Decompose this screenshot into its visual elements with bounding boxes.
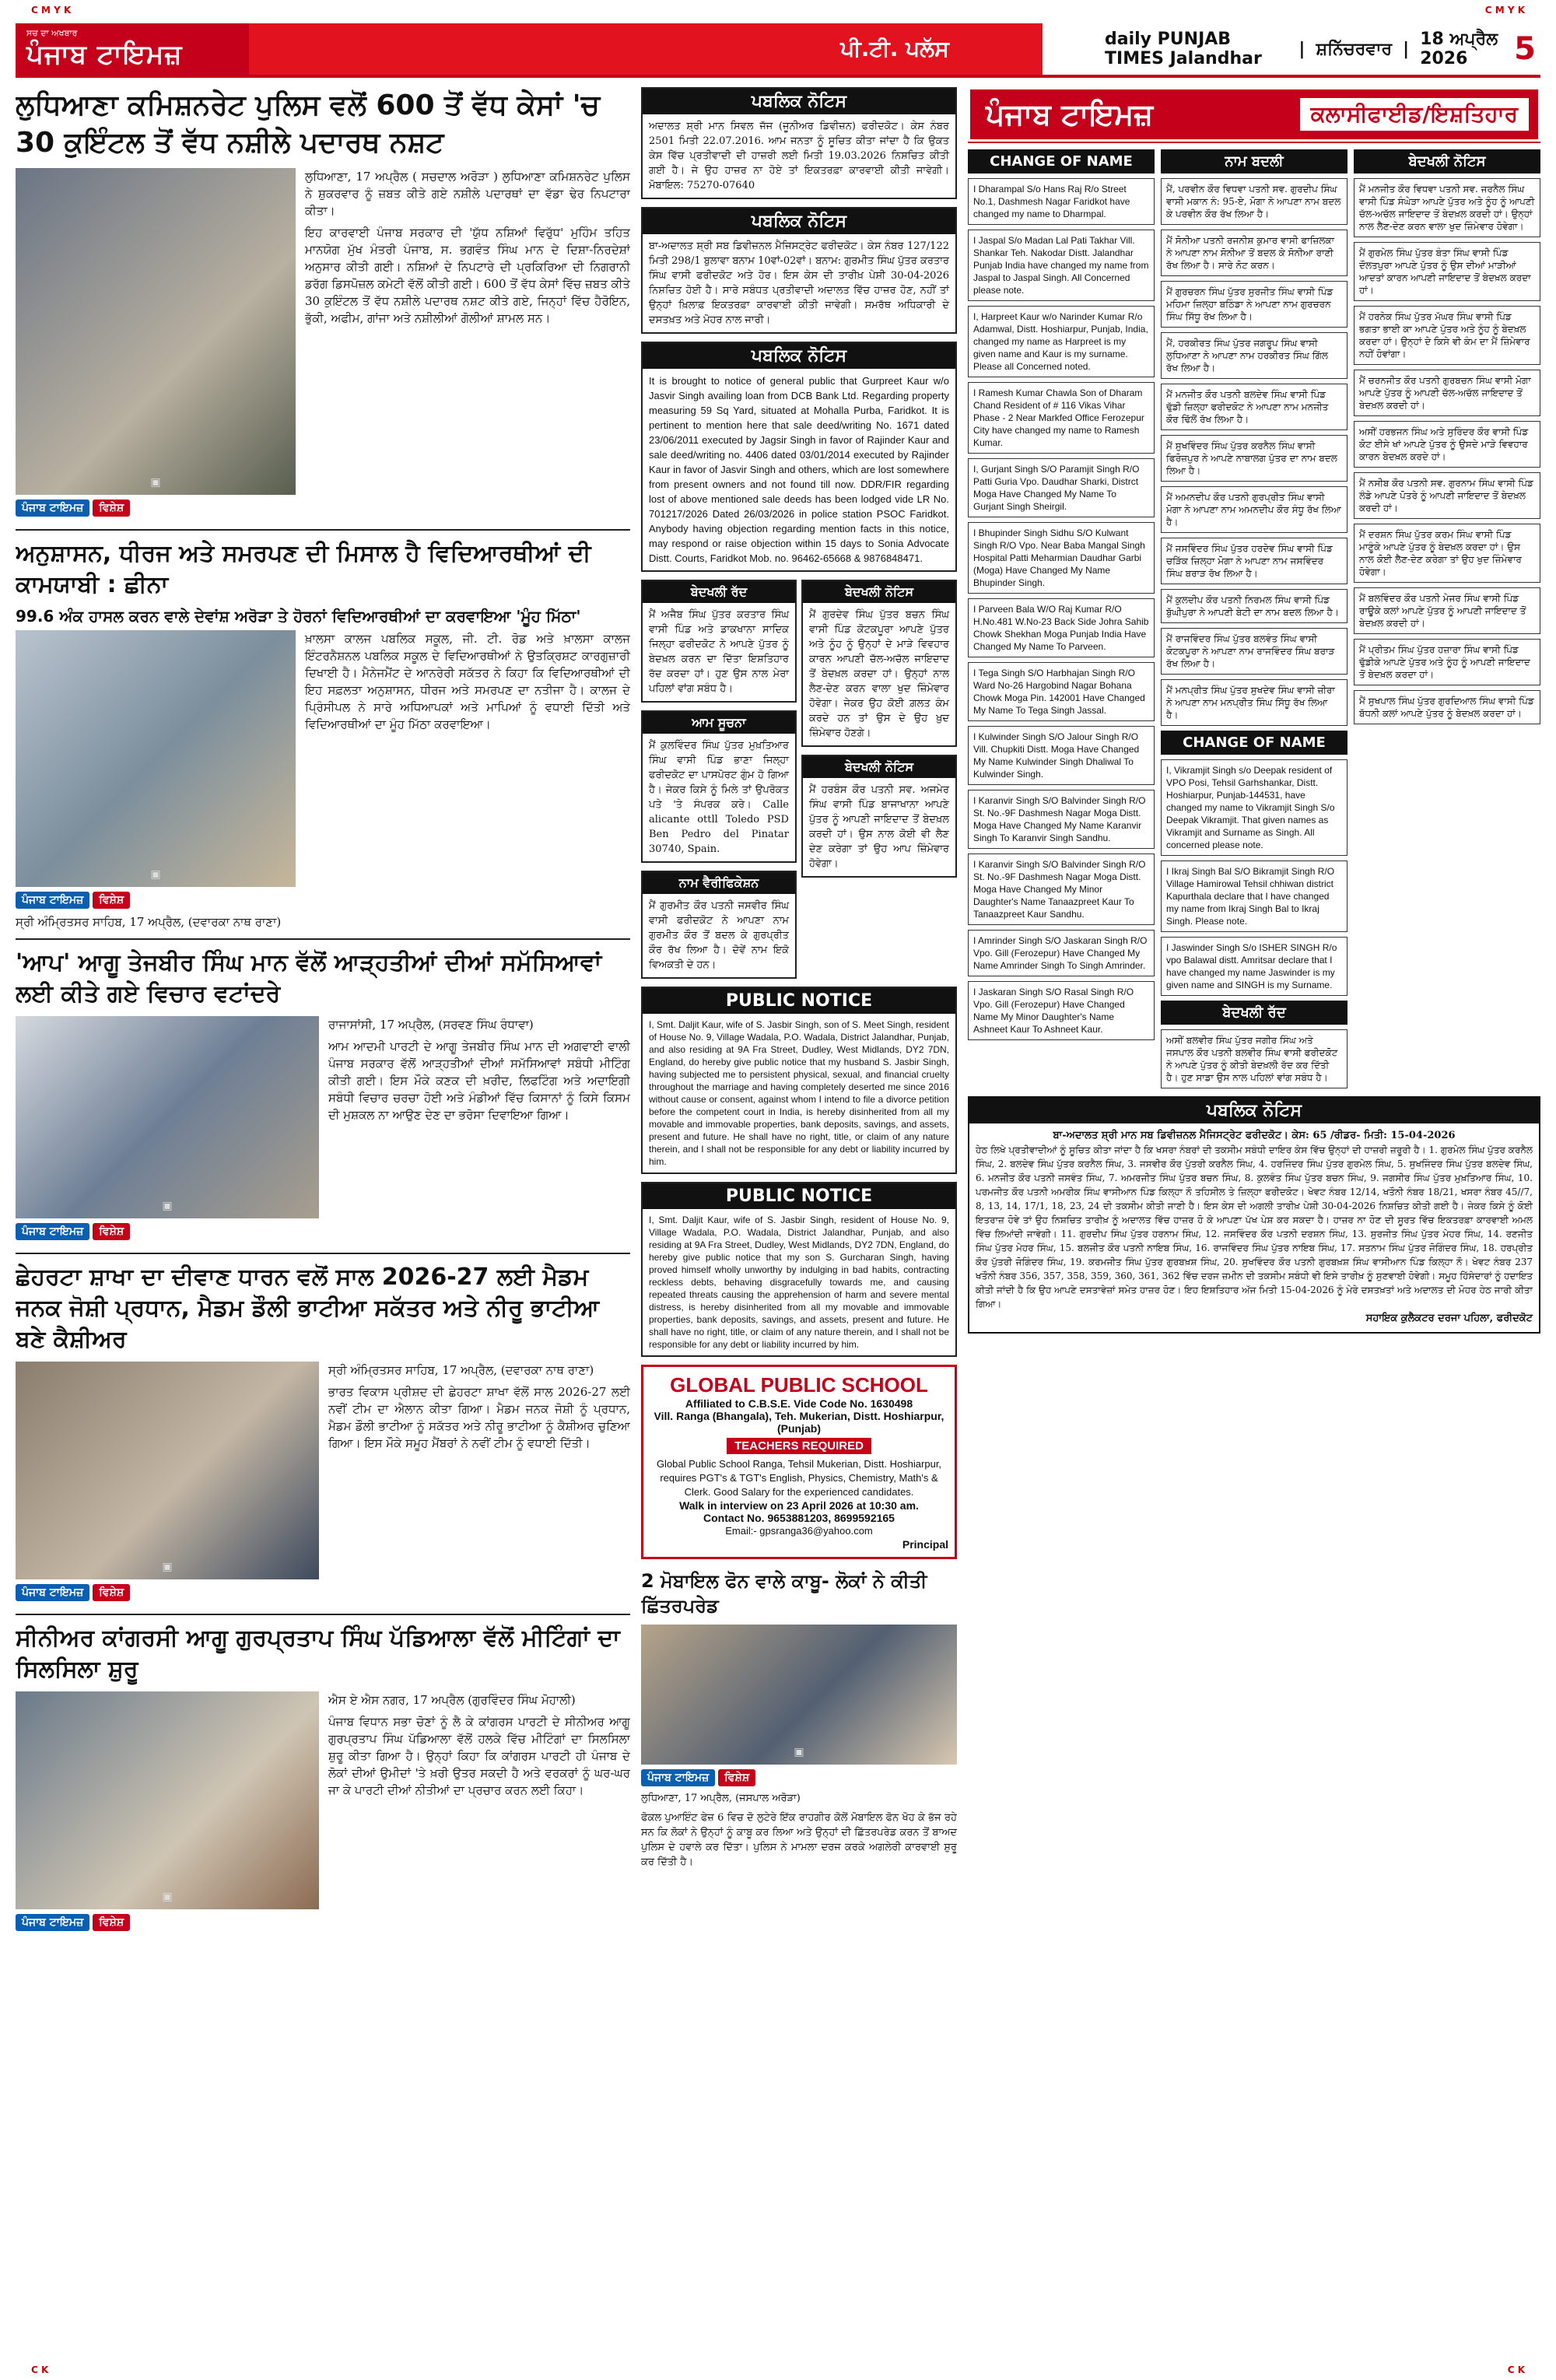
public-notice-en	[641, 1182, 957, 1357]
classified-item: I Jaspal S/o Madan Lal Pati Takhar Vill. Shankar Teh. Nakodar Distt. Jalandhar Punjab India have changed my name from Jaspal to Jaspal Singh. All Concerned please note.	[968, 230, 1155, 301]
notice-body: ਮੈਂ ਕੁਲਵਿੰਦਰ ਸਿੰਘ ਪੁੱਤਰ ਮੁਖ਼ਤਿਆਰ ਸਿੰਘ ਵਾਸੀ ਪਿੰਡ ਭਾਣਾ ਜਿਲ੍ਹਾ ਫਰੀਦਕੋਟ ਦਾ ਪਾਸਪੋਰਟ ਗੁੰਮ ਹੋ ਗਿਆ ਹੈ। ਜੇਕਰ ਕਿਸੇ ਨੂੰ ਮਿਲੇ ਤਾਂ ਉਪਰੋਕਤ ਪਤੇ 'ਤੇ ਸੰਪਰਕ ਕਰੇ। Calle alicante ottll Toledo PSD Ben Pedro del Pinatar 30740, Spain.	[649, 740, 789, 855]
public-notice-en	[641, 987, 957, 1174]
classified-item: ਮੈਂ ਮਨਪ੍ਰੀਤ ਸਿੰਘ ਪੁੱਤਰ ਸੁਖਦੇਵ ਸਿੰਘ ਵਾਸੀ ਜ਼ੀਰਾ ਨੇ ਆਪਣਾ ਨਾਮ ਮਨਪ੍ਰੀਤ ਸਿੰਘ ਸਿੱਧੂ ਰੱਖ ਲਿਆ ਹੈ।	[1161, 679, 1347, 726]
small-notice	[801, 755, 957, 878]
classified-item: ਮੈਂ, ਪਰਵੀਨ ਕੌਰ ਵਿਧਵਾ ਪਤਨੀ ਸਵ. ਗੁਰਦੀਪ ਸਿੰਘ ਵਾਸੀ ਮਕਾਨ ਨੰ: 95-ਏ, ਮੋਗਾ ਨੇ ਆਪਣਾ ਨਾਮ ਬਦਲ ਕੇ ਪਰਵੀਨ ਕੌਰ ਰੱਖ ਲਿਆ ਹੈ।	[1161, 178, 1347, 225]
article-body: ਖ਼ਾਲਸਾ ਕਾਲਜ ਪਬਲਿਕ ਸਕੂਲ, ਜੀ. ਟੀ. ਰੋਡ ਅਤੇ ਖ਼ਾਲਸਾ ਕਾਲਜ ਇੰਟਰਨੈਸ਼ਨਲ ਪਬਲਿਕ ਸਕੂਲ ਦੇ ਵਿਦਿਆਰਥੀਆਂ ਨੇ ਉਤਕ੍ਰਿਸ਼ਟ ਕਾਰਗੁਜ਼ਾਰੀ ਦਿਖਾਈ ਹੈ। ਮੈਨੇਜਮੈਂਟ ਦੇ ਆਨਰੇਰੀ ਸਕੱਤਰ ਨੇ ਕਿਹਾ ਕਿ ਵਿਦਿਆਰਥੀਆਂ ਦੀ ਇਹ ਸਫ਼ਲਤਾ ਅਨੁਸ਼ਾਸਨ, ਧੀਰਜ ਅਤੇ ਸਮਰਪਣ ਦਾ ਨਤੀਜਾ ਹੈ। ਕਾਲਜ ਦੇ ਪ੍ਰਿੰਸੀਪਲ ਨੇ ਸਾਰੇ ਅਧਿਆਪਕਾਂ ਅਤੇ ਮਾਪਿਆਂ ਨੂੰ ਵਧਾਈ ਦਿੱਤੀ ਅਤੇ ਵਿਦਿਆਰਥੀਆਂ ਦਾ ਮੂੰਹ ਮਿੱਠਾ ਕਰਵਾਇਆ।	[305, 632, 630, 731]
badge-logo: ਪੰਜਾਬ ਟਾਇਮਜ਼	[16, 1584, 89, 1601]
classified-item: ਮੈਂ ਸੁਖਵਿੰਦਰ ਸਿੰਘ ਪੁੱਤਰ ਕਰਨੈਲ ਸਿੰਘ ਵਾਸੀ ਫਿਰੋਜ਼ਪੁਰ ਨੇ ਆਪਣੇ ਨਾਬਾਲਗ ਪੁੱਤਰ ਦਾ ਨਾਮ ਬਦਲ ਲਿਆ ਹੈ।	[1161, 435, 1347, 482]
article-body: ਫੋਕਲ ਪੁਆਇੰਟ ਫੇਜ਼ 6 ਵਿਚ ਦੋ ਲੁਟੇਰੇ ਇੱਕ ਰਾਹਗੀਰ ਕੋਲੋਂ ਮੋਬਾਇਲ ਫੋਨ ਖੋਹ ਕੇ ਭੱਜ ਰਹੇ ਸਨ ਕਿ ਲੋਕਾਂ ਨੇ ਉਨ੍ਹਾਂ ਨੂੰ ਕਾਬੂ ਕਰ ਲਿਆ ਅਤੇ ਉਨ੍ਹਾਂ ਦੀ ਛਿੱਤਰਪਰੇਡ ਕਰਨ ਤੋਂ ਬਾਅਦ ਪੁਲਿਸ ਦੇ ਹਵਾਲੇ ਕਰ ਦਿੱਤਾ। ਪੁਲਿਸ ਨੇ ਮਾਮਲਾ ਦਰਜ ਕਰਕੇ ਅਗਲੇਰੀ ਕਾਰਵਾਈ ਸ਼ੁਰੂ ਕਰ ਦਿੱਤੀ ਹੈ।	[641, 1812, 957, 1868]
notice-title: ਬੇਦਖਲੀ ਨੋਟਿਸ	[803, 581, 955, 603]
article-headline: ਸੀਨੀਅਰ ਕਾਂਗਰਸੀ ਆਗੂ ਗੁਰਪ੍ਰਤਾਪ ਸਿੰਘ ਪੱਡਿਆਲਾ ਵੱਲੋਂ ਮੀਟਿੰਗਾਂ ਦਾ ਸਿਲਸਿਲਾ ਸ਼ੁਰੂ	[16, 1625, 620, 1683]
notice-body: ਮੈਂ ਗੁਰਦੇਵ ਸਿੰਘ ਪੁੱਤਰ ਬਚਨ ਸਿੰਘ ਵਾਸੀ ਪਿੰਡ ਕੋਟਕਪੂਰਾ ਆਪਣੇ ਪੁੱਤਰ ਅਤੇ ਨੂੰਹ ਨੂੰ ਉਨ੍ਹਾਂ ਦੇ ਮਾੜੇ ਵਿਵਹਾਰ ਕਾਰਨ ਆਪਣੀ ਚੱਲ-ਅਚੱਲ ਜਾਇਦਾਦ ਤੋਂ ਬੇਦਖ਼ਲ ਕਰਦਾ ਹਾਂ। ਉਨ੍ਹਾਂ ਨਾਲ ਲੈਣ-ਦੇਣ ਕਰਨ ਵਾਲਾ ਖੁਦ ਜ਼ਿੰਮੇਵਾਰ ਹੋਵੇਗਾ। ਜੇਕਰ ਉਹ ਕੋਈ ਗ਼ਲਤ ਕੰਮ ਕਰਦੇ ਹਨ ਤਾਂ ਉਸ ਦੇ ਉਹ ਖ਼ੁਦ ਜ਼ਿੰਮੇਵਾਰ ਹੋਣਗੇ।	[809, 609, 949, 739]
article-body: ਪੰਜਾਬ ਵਿਧਾਨ ਸਭਾ ਚੋਣਾਂ ਨੂੰ ਲੈ ਕੇ ਕਾਂਗਰਸ ਪਾਰਟੀ ਦੇ ਸੀਨੀਅਰ ਆਗੂ ਗੁਰਪ੍ਰਤਾਪ ਸਿੰਘ ਪੱਡਿਆਲਾ ਵੱਲੋਂ ਹਲਕੇ ਵਿੱਚ ਮੀਟਿੰਗਾਂ ਦਾ ਸਿਲਸਿਲਾ ਸ਼ੁਰੂ ਕੀਤਾ ਗਿਆ ਹੈ। ਉਨ੍ਹਾਂ ਕਿਹਾ ਕਿ ਕਾਂਗਰਸ ਪਾਰਟੀ ਹੀ ਪੰਜਾਬ ਦੇ ਲੋਕਾਂ ਦੀਆਂ ਉਮੀਦਾਂ 'ਤੇ ਖ਼ਰੀ ਉਤਰ ਸਕਦੀ ਹੈ ਅਤੇ ਵਰਕਰਾਂ ਨੂੰ ਘਰ-ਘਰ ਜਾ ਕੇ ਪਾਰਟੀ ਦੀਆਂ ਨੀਤੀਆਂ ਦਾ ਪ੍ਰਚਾਰ ਕਰਨ ਲਈ ਕਿਹਾ।	[328, 1715, 630, 1797]
masthead-logo	[16, 23, 249, 75]
news-article	[641, 1569, 957, 1870]
badge-logo: ਪੰਜਾਬ ਟਾਇਮਜ਼	[641, 1769, 715, 1786]
classified-item: I Karanvir Singh S/O Balvinder Singh R/O St. No.-9F Dashmesh Nagar Moga Distt. Moga Have Changed My Name Karanvir Singh To Karanvir Singh Sandhu.	[968, 790, 1155, 849]
article-dateline: ਰਾਜਾਸਾਂਸੀ, 17 ਅਪ੍ਰੈਲ, (ਸਰਵਣ ਸਿੰਘ ਰੰਧਾਵਾ)	[328, 1018, 534, 1032]
badge-tag: ਵਿਸ਼ੇਸ਼	[93, 1223, 130, 1240]
notice-signatory: ਸਹਾਇਕ ਕੁਲੈਕਟਰ ਦਰਜਾ ਪਹਿਲਾ, ਫਰੀਦਕੋਟ	[1365, 1313, 1533, 1324]
registration-mark: C K	[31, 2364, 49, 2375]
classified-column	[1354, 149, 1540, 1088]
photo-icon: ▣	[162, 1561, 173, 1573]
classified-item: ਮੈਂ ਗੁਰਚਰਨ ਸਿੰਘ ਪੁੱਤਰ ਸੁਰਜੀਤ ਸਿੰਘ ਵਾਸੀ ਪਿੰਡ ਮਹਿਮਾ ਜ਼ਿਲ੍ਹਾ ਬਠਿੰਡਾ ਨੇ ਆਪਣਾ ਨਾਮ ਗੁਰਚਰਨ ਸਿੰਘ ਸਿੱਧੂ ਰੱਖ ਲਿਆ ਹੈ।	[1161, 281, 1347, 328]
classified-item: I Parveen Bala W/O Raj Kumar R/O H.No.481 W.No-23 Back Side Johra Sahib Chowk Shekhan Moga Punjab India Have Changed My Name To Parveen.	[968, 598, 1155, 657]
paper-name: daily PUNJAB TIMES Jalandhar	[1105, 30, 1262, 68]
badge-tag: ਵਿਸ਼ੇਸ਼	[93, 1584, 130, 1601]
section-badge	[16, 1914, 130, 1931]
classified-item: I, Harpreet Kaur w/o Narinder Kumar R/o Adamwal, Distt. Hoshiarpur, Punjab, India, changed my name as Harpreet is my given name and Kaur is my surname. Please all Concerned noted.	[968, 306, 1155, 377]
badge-tag: ਵਿਸ਼ੇਸ਼	[93, 1914, 130, 1931]
public-notice	[641, 342, 957, 572]
news-article	[16, 1262, 630, 1606]
classified-item: ਮੈਂ, ਹਰਕੀਰਤ ਸਿੰਘ ਪੁੱਤਰ ਜਗਰੂਪ ਸਿੰਘ ਵਾਸੀ ਲੁਧਿਆਣਾ ਨੇ ਆਪਣਾ ਨਾਮ ਹਰਕੀਰਤ ਸਿੰਘ ਗਿੱਲ ਰੱਖ ਲਿਆ ਹੈ।	[1161, 332, 1347, 379]
notice-title: ਪਬਲਿਕ ਨੋਟਿਸ	[643, 89, 955, 114]
school-advertisement	[641, 1365, 957, 1559]
classified-item: I Ikraj Singh Bal S/O Bikramjit Singh R/O Village Hamirowal Tehsil chhiwan district Kapurthala declare that I have changed my name from Ikraj Singh Bal to Ikraj Singh. Please note.	[1161, 861, 1347, 932]
classified-item: ਮੈਂ ਸੋਨੀਆ ਪਤਨੀ ਰਜਨੀਸ਼ ਕੁਮਾਰ ਵਾਸੀ ਫਾਜ਼ਿਲਕਾ ਨੇ ਆਪਣਾ ਨਾਮ ਸੋਨੀਆ ਤੋਂ ਬਦਲ ਕੇ ਸੋਨੀਆ ਰਾਣੀ ਰੱਖ ਲਿਆ ਹੈ। ਸਾਰੇ ਨੋਟ ਕਰਨ।	[1161, 230, 1347, 276]
article-body: ਆਮ ਆਦਮੀ ਪਾਰਟੀ ਦੇ ਆਗੂ ਤੇਜਬੀਰ ਸਿੰਘ ਮਾਨ ਦੀ ਅਗਵਾਈ ਵਾਲੀ ਪੰਜਾਬ ਸਰਕਾਰ ਵੱਲੋਂ ਆੜ੍ਹਤੀਆਂ ਦੀਆਂ ਸਮੱਸਿਆਵਾਂ ਸਬੰਧੀ ਮੀਟਿੰਗ ਕੀਤੀ ਗਈ। ਇਸ ਮੌਕੇ ਕਣਕ ਦੀ ਖ਼ਰੀਦ, ਲਿਫਟਿੰਗ ਅਤੇ ਅਦਾਇਗੀ ਸਬੰਧੀ ਵਿਚਾਰ ਚਰਚਾ ਹੋਈ ਅਤੇ ਮੰਡੀਆਂ ਵਿੱਚ ਕਿਸਾਨਾਂ ਨੂੰ ਕਿਸੇ ਕਿਸਮ ਦੀ ਮੁਸ਼ਕਲ ਨਾ ਆਉਣ ਦੇਣ ਦਾ ਭਰੋਸਾ ਦਿਵਾਇਆ ਗਿਆ।	[328, 1039, 630, 1122]
article-dateline: ਐਸ ਏ ਐਸ ਨਗਰ, 17 ਅਪ੍ਰੈਲ (ਗੁਰਵਿੰਦਰ ਸਿੰਘ ਮੋਹਾਲੀ)	[328, 1693, 576, 1707]
page-header	[16, 23, 1540, 78]
classifieds-grid	[968, 149, 1540, 1088]
classified-item: ਮੈਂ ਰਾਜਵਿੰਦਰ ਸਿੰਘ ਪੁੱਤਰ ਬਲਵੰਤ ਸਿੰਘ ਵਾਸੀ ਕੋਟਕਪੂਰਾ ਨੇ ਆਪਣਾ ਨਾਮ ਰਾਜਵਿੰਦਰ ਸਿੰਘ ਬਰਾੜ ਰੱਖ ਲਿਆ ਹੈ।	[1161, 628, 1347, 675]
classifieds-category: ਕਲਾਸੀਫਾਈਡ/ਇਸ਼ਤਿਹਾਰ	[1300, 98, 1529, 131]
issue-day: ਸ਼ਨਿੱਚਰਵਾਰ	[1316, 39, 1393, 59]
classified-item: ਮੈਂ ਮਨਜੀਤ ਕੌਰ ਪਤਨੀ ਬਲਦੇਵ ਸਿੰਘ ਵਾਸੀ ਪਿੰਡ ਢੁੱਡੀ ਜ਼ਿਲ੍ਹਾ ਫਰੀਦਕੋਟ ਨੇ ਆਪਣਾ ਨਾਮ ਮਨਜੀਤ ਕੌਰ ਢਿੱਲੋਂ ਰੱਖ ਲਿਆ ਹੈ।	[1161, 384, 1347, 430]
article-dateline: ਸ੍ਰੀ ਅੰਮ੍ਰਿਤਸਰ ਸਾਹਿਬ, 17 ਅਪ੍ਰੈਲ, (ਦਵਾਰਕਾ ਨਾਥ ਰਾਣਾ)	[16, 915, 282, 929]
badge-tag: ਵਿਸ਼ੇਸ਼	[718, 1769, 755, 1786]
photo-icon: ▣	[150, 868, 161, 881]
signatory: Principal	[902, 1538, 948, 1551]
article-headline: 2 ਮੋਬਾਇਲ ਫੋਨ ਵਾਲੇ ਕਾਬੂ- ਲੋਕਾਂ ਨੇ ਕੀਤੀ ਛਿੱਤਰਪਰੇਡ	[641, 1570, 927, 1617]
classified-item: I, Vikramjit Singh s/o Deepak resident of VPO Posi, Tehsil Garhshankar, Distt. Hoshiarpur, Punjab-144531, have changed my name to Vikramjit Singh S/o Deepak Vikramjit. That given names as Vikramjit and Surname as Singh. All concerned please note.	[1161, 759, 1347, 856]
section-badge	[16, 892, 130, 909]
issue-date: 18 ਅਪ੍ਰੈਲ 2026	[1420, 30, 1498, 68]
article-dateline: ਲੁਧਿਆਣਾ, 17 ਅਪ੍ਰੈਲ, (ਜਸਪਾਲ ਅਰੋੜਾ)	[641, 1793, 801, 1804]
classified-item: ਅਸੀਂ ਹਰਭਜਨ ਸਿੰਘ ਅਤੇ ਸੁਰਿੰਦਰ ਕੌਰ ਵਾਸੀ ਪਿੰਡ ਕੋਟ ਈਸੇ ਖਾਂ ਆਪਣੇ ਪੁੱਤਰ ਨੂੰ ਉਸਦੇ ਮਾੜੇ ਵਿਵਹਾਰ ਕਾਰਨ ਬੇਦਖ਼ਲ ਕਰਦੇ ਹਾਂ।	[1354, 421, 1540, 468]
news-article	[16, 538, 630, 931]
notice-body: ਅਦਾਲਤ ਸ਼੍ਰੀ ਮਾਨ ਸਿਵਲ ਜੱਜ (ਜੂਨੀਅਰ ਡਿਵੀਜ਼ਨ) ਫਰੀਦਕੋਟ। ਕੇਸ ਨੰਬਰ 2501 ਮਿਤੀ 22.07.2016. ਆਮ ਜਨਤਾ ਨੂੰ ਸੂਚਿਤ ਕੀਤਾ ਜਾਂਦਾ ਹੈ ਕਿ ਉਕਤ ਕੇਸ ਵਿੱਚ ਪ੍ਰਤੀਵਾਦੀ ਦੀ ਹਾਜ਼ਰੀ ਲਈ ਮਿਤੀ 19.03.2026 ਨਿਸ਼ਚਿਤ ਕੀਤੀ ਗਈ ਹੈ। ਜੇ ਉਹ ਹਾਜ਼ਰ ਨਾ ਹੋਏ ਤਾਂ ਇਕਤਰਫ਼ਾ ਕਾਰਵਾਈ ਕੀਤੀ ਜਾਵੇਗੀ। ਮੋਬਾਇਲ: 75270-07640	[649, 121, 949, 191]
classified-heading: ਬੇਦਖਲੀ ਨੋਟਿਸ	[1354, 149, 1540, 174]
photo-icon: ▣	[162, 1200, 173, 1212]
contact-email: Email:- gpsranga36@yahoo.com	[725, 1525, 873, 1537]
notice-title: ਬੇਦਖਲੀ ਰੱਦ	[643, 581, 795, 603]
article-body: ਇਹ ਕਾਰਵਾਈ ਪੰਜਾਬ ਸਰਕਾਰ ਦੀ 'ਯੁੱਧ ਨਸ਼ਿਆਂ ਵਿਰੁੱਧ' ਮੁਹਿੰਮ ਤਹਿਤ ਮਾਨਯੋਗ ਮੁੱਖ ਮੰਤਰੀ ਪੰਜਾਬ, ਸ. ਭਗਵੰਤ ਸਿੰਘ ਮਾਨ ਦੇ ਦਿਸ਼ਾ-ਨਿਰਦੇਸ਼ਾਂ ਅਨੁਸਾਰ ਕੀਤੀ ਗਈ। ਨਸ਼ਿਆਂ ਦੇ ਨਿਪਟਾਰੇ ਦੀ ਪ੍ਰਕਿਰਿਆ ਦੀ ਨਿਗਰਾਨੀ ਡਰੱਗ ਡਿਸਪੋਜ਼ਲ ਕਮੇਟੀ ਵੱਲੋਂ ਕੀਤੀ ਗਈ। 600 ਤੋਂ ਵੱਧ ਕੇਸਾਂ ਵਿੱਚ ਜ਼ਬਤ ਕੀਤੇ 30 ਕੁਇੰਟਲ ਤੋਂ ਵੱਧ ਨਸ਼ੀਲੇ ਪਦਾਰਥ ਨਸ਼ਟ ਕੀਤੇ ਗਏ, ਜਿਨ੍ਹਾਂ ਵਿੱਚ ਹੈਰੋਇਨ, ਭੁੱਕੀ, ਅਫੀਮ, ਗਾਂਜਾ ਅਤੇ ਨਸ਼ੀਲੀਆਂ ਗੋਲੀਆਂ ਸ਼ਾਮਲ ਸਨ।	[305, 226, 630, 325]
classified-item: ਅਸੀਂ ਬਲਵੀਰ ਸਿੰਘ ਪੁੱਤਰ ਜਗੀਰ ਸਿੰਘ ਅਤੇ ਜਸਪਾਲ ਕੌਰ ਪਤਨੀ ਬਲਵੀਰ ਸਿੰਘ ਵਾਸੀ ਫਰੀਦਕੋਟ ਨੇ ਆਪਣੇ ਪੁੱਤਰ ਨੂੰ ਕੀਤੀ ਬੇਦਖ਼ਲੀ ਰੱਦ ਕਰ ਦਿੱਤੀ ਹੈ। ਹੁਣ ਸਾਡਾ ਉਸ ਨਾਲ ਪਹਿਲਾਂ ਵਾਂਗ ਸਬੰਧ ਹੈ।	[1161, 1029, 1347, 1088]
classified-item: I Karanvir Singh S/O Balvinder Singh R/O St. No.-9F Dashmesh Nagar Moga Distt. Moga Have Changed My Minor Daughter's Name Tanaazpreet Kaur To Tanaazpreet Kaur Sandhu.	[968, 854, 1155, 925]
section-badge	[16, 499, 130, 517]
news-photo	[16, 1691, 319, 1909]
classified-item: ਮੈਂ ਹਰਨੇਕ ਸਿੰਘ ਪੁੱਤਰ ਮੱਘਰ ਸਿੰਘ ਵਾਸੀ ਪਿੰਡ ਭਗਤਾ ਭਾਈ ਕਾ ਆਪਣੇ ਪੁੱਤਰ ਅਤੇ ਨੂੰਹ ਨੂੰ ਬੇਦਖ਼ਲ ਕਰਦਾ ਹਾਂ। ਉਨ੍ਹਾਂ ਦੇ ਕਿਸੇ ਵੀ ਕੰਮ ਦਾ ਮੈਂ ਜ਼ਿੰਮੇਵਾਰ ਨਹੀਂ ਹੋਵਾਂਗਾ।	[1354, 306, 1540, 365]
masthead-spacer	[1043, 23, 1105, 75]
article-headline: ਛੇਹਰਟਾ ਸ਼ਾਖਾ ਦਾ ਦੀਵਾਣ ਧਾਰਨ ਵਲੋਂ ਸਾਲ 2026-27 ਲਈ ਮੈਡਮ ਜਨਕ ਜੋਸ਼ੀ ਪ੍ਰਧਾਨ, ਮੈਡਮ ਡੌਲੀ ਭਾਟੀਆ ਸਕੱਤਰ ਅਤੇ ਨੀਰੂ ਭਾਟੀਆ ਬਣੇ ਕੈਸ਼ੀਅਰ	[16, 1264, 600, 1353]
article-headline: ਲੁਧਿਆਣਾ ਕਮਿਸ਼ਨਰੇਟ ਪੁਲਿਸ ਵਲੋਂ 600 ਤੋਂ ਵੱਧ ਕੇਸਾਂ 'ਚ 30 ਕੁਇੰਟਲ ਤੋਂ ਵੱਧ ਨਸ਼ੀਲੇ ਪਦਾਰਥ ਨਸ਼ਟ	[16, 89, 600, 159]
small-notice	[801, 580, 957, 747]
small-notice	[641, 580, 797, 703]
classifieds-brand: ਪੰਜਾਬ ਟਾਇਮਜ਼	[986, 96, 1154, 131]
school-address: Vill. Ranga (Bhangala), Teh. Mukerian, Distt. Hoshiarpur, (Punjab)	[654, 1410, 944, 1435]
photo-icon: ▣	[794, 1746, 804, 1758]
news-article	[16, 87, 630, 521]
court-public-notice	[968, 1096, 1540, 1334]
page-number: 5	[1514, 31, 1536, 67]
news-article	[16, 948, 630, 1245]
article-headline: 'ਆਪ' ਆਗੂ ਤੇਜਬੀਰ ਸਿੰਘ ਮਾਨ ਵੱਲੋਂ ਆੜ੍ਹਤੀਆਂ ਦੀਆਂ ਸਮੱਸਿਆਵਾਂ ਲਈ ਕੀਤੇ ਗਏ ਵਿਚਾਰ ਵਟਾਂਦਰੇ	[16, 949, 602, 1008]
notice-title: ਬੇਦਖਲੀ ਨੋਟਿਸ	[803, 756, 955, 778]
classified-item: I Bhupinder Singh Sidhu S/O Kulwant Singh R/O Vpo. Near Baba Mangal Singh Hospital Patti Meharmian Daudhar Garbi (Moga) Have Changed My Name Bhupinder Singh.	[968, 522, 1155, 594]
classified-item: I Amrinder Singh S/O Jaskaran Singh R/O Vpo. Gill (Ferozepur) Have Changed My Name Amrinder Singh To Singh Amrinder.	[968, 930, 1155, 976]
section-badge	[16, 1584, 130, 1601]
classifieds-banner	[968, 87, 1540, 142]
masthead-title: ਪੰਜਾਬ ਟਾਇਮਜ਼	[26, 39, 183, 70]
section-badge	[16, 1223, 130, 1240]
notice-title: PUBLIC NOTICE	[643, 1183, 955, 1209]
notice-body: ਬਾ-ਅਦਾਲਤ ਸ਼੍ਰੀ ਸਬ ਡਿਵੀਜ਼ਨਲ ਮੈਜਿਸਟ੍ਰੇਟ ਫਰੀਦਕੋਟ। ਕੇਸ ਨੰਬਰ 127/122 ਮਿਤੀ 298/1 ਬੁਲਾਵਾ ਬਨਾਮ 10ਵਾਂ-02ਵਾਂ। ਬਨਾਮ: ਗੁਰਮੀਤ ਸਿੰਘ ਪੁੱਤਰ ਕਰਤਾਰ ਸਿੰਘ ਵਾਸੀ ਫਰੀਦਕੋਟ ਅਤੇ ਹੋਰ। ਇਸ ਕੇਸ ਦੀ ਤਾਰੀਖ਼ ਪੇਸ਼ੀ 30-04-2026 ਨਿਸ਼ਚਿਤ ਹੋਈ ਹੈ। ਸਾਰੇ ਸਬੰਧਤ ਪ੍ਰਤੀਵਾਦੀ ਅਦਾਲਤ ਵਿੱਚ ਹਾਜ਼ਰ ਹੋਣ, ਨਹੀਂ ਤਾਂ ਉਨ੍ਹਾਂ ਖ਼ਿਲਾਫ਼ ਇਕਤਰਫ਼ਾ ਕਾਰਵਾਈ ਕੀਤੀ ਜਾਵੇਗੀ। ਸਮਰੱਥ ਅਧਿਕਾਰੀ ਦੇ ਦਸਤਖ਼ਤ ਅਤੇ ਮੋਹਰ ਨਾਲ ਜਾਰੀ।	[649, 240, 949, 326]
news-article	[16, 1623, 630, 1936]
article-headline: ਅਨੁਸ਼ਾਸਨ, ਧੀਰਜ ਅਤੇ ਸਮਰਪਣ ਦੀ ਮਿਸਾਲ ਹੈ ਵਿਦਿਆਰਥੀਆਂ ਦੀ ਕਾਮਯਾਬੀ : ਛੀਨਾ	[16, 540, 591, 598]
classified-item: I Jaskaran Singh S/O Rasal Singh R/O Vpo. Gill (Ferozepur) Have Changed Name My Minor Daughter's Name Ashneet Kaur To Ashneet Kaur.	[968, 981, 1155, 1040]
classified-heading: CHANGE OF NAME	[1161, 731, 1347, 755]
classified-heading: ਨਾਮ ਬਦਲੀ	[1161, 149, 1347, 174]
notice-subtitle: ਬਾ-ਅਦਾਲਤ ਸ਼੍ਰੀ ਮਾਨ ਸਬ ਡਿਵੀਜ਼ਨਲ ਮੈਜਿਸਟ੍ਰੇਟ ਫਰੀਦਕੋਟ। ਕੇਸ: 65 /ਰੀਡਰ- ਮਿਤੀ: 15-04-2026	[1053, 1130, 1456, 1141]
news-photo	[16, 630, 296, 887]
badge-logo: ਪੰਜਾਬ ਟਾਇਮਜ਼	[16, 1223, 89, 1240]
contact-numbers: Contact No. 9653881203, 8699592165	[703, 1512, 895, 1524]
notice-body: I, Smt. Daljit Kaur, wife of S. Jasbir Singh, son of S. Meet Singh, resident of House No. 9, Village Wadala, P.O. Wadala, District Jalandhar, Punjab, and also residing at 9A Fra Street, Dudley, West Midlands, DY2 7DN, England, do hereby give public notice that my husband S. Jasbir Singh, having subjected me to persistent physical, sexual, and financial cruelty throughout the marriage and having completely deserted me since 2016 without cause or consent, against whom I intend to file a divorce petition before the competent court in India, is hereby disinherited from all my movable and immovable properties, bank deposits, savings, and assets, present and future. He shall have no right, title, or claim of any nature therein, and I shall not be responsible for any debt or liability incurred by him.	[649, 1019, 949, 1167]
notice-body: ਮੈਂ ਗੁਰਮੀਤ ਕੌਰ ਪਤਨੀ ਜਸਵੀਰ ਸਿੰਘ ਵਾਸੀ ਫਰੀਦਕੋਟ ਨੇ ਆਪਣਾ ਨਾਮ ਗੁਰਮੀਤ ਕੌਰ ਤੋਂ ਬਦਲ ਕੇ ਗੁਰਪ੍ਰੀਤ ਕੌਰ ਰੱਖ ਲਿਆ ਹੈ। ਦੋਵੇਂ ਨਾਮ ਇਕੋ ਵਿਅਕਤੀ ਦੇ ਹਨ।	[649, 900, 789, 971]
notice-body: It is brought to notice of general public that Gurpreet Kaur w/o Jasvir Singh availing loan from DCB Bank Ltd. Regarding property measuring 59 Sq Yard, situated at Mohalla Purba, Faridkot. It is pertinent to mention here that sale deed/writing No. 1671 dated 23/06/2011 executed by Jagsir Singh in favor of Rajinder Kaur and sale deed/writing no. 4406 dated 03/01/2014 executed by Rajinder Kaur in favor of Jasvir Singh and others, which are lost somewhere from present owners and not found till now. DDR/FIR regarding lost of above mentioned sale deeds has been lodged vide LR No. 701217/2026 Dated 26/03/2026 in police station PSOC Faridkot. Anybody having objection regarding mention facts in this notice, may respond or raise objection within 15 days to Sonia Advocate Distt. Courts, Faridkot Mob. no. 96462-65668 & 9876848471.	[649, 375, 949, 564]
classified-item: ਮੈਂ ਚਰਨਜੀਤ ਕੌਰ ਪਤਨੀ ਗੁਰਬਚਨ ਸਿੰਘ ਵਾਸੀ ਮੋਗਾ ਆਪਣੇ ਪੁੱਤਰ ਨੂੰ ਆਪਣੀ ਚੱਲ-ਅਚੱਲ ਜਾਇਦਾਦ ਤੋਂ ਬੇਦਖ਼ਲ ਕਰਦੀ ਹਾਂ।	[1354, 370, 1540, 416]
date-line: daily PUNJAB TIMES Jalandhar | ਸ਼ਨਿੱਚਰਵਾਰ | 18 ਅਪ੍ਰੈਲ 2026 5	[1105, 23, 1540, 75]
small-notice	[641, 871, 797, 979]
news-photo	[16, 1362, 319, 1579]
classified-item: ਮੈਂ ਜਸਵਿੰਦਰ ਸਿੰਘ ਪੁੱਤਰ ਹਰਦੇਵ ਸਿੰਘ ਵਾਸੀ ਪਿੰਡ ਚੜਿੱਕ ਜ਼ਿਲ੍ਹਾ ਮੋਗਾ ਨੇ ਆਪਣਾ ਨਾਮ ਜਸਵਿੰਦਰ ਸਿੰਘ ਬਰਾੜ ਰੱਖ ਲਿਆ ਹੈ।	[1161, 538, 1347, 584]
public-notice	[641, 87, 957, 199]
notice-title: ਆਮ ਸੂਚਨਾ	[643, 712, 795, 734]
notice-title: ਪਬਲਿਕ ਨੋਟਿਸ	[643, 209, 955, 234]
classified-item: ਮੈਂ ਅਮਨਦੀਪ ਕੌਰ ਪਤਨੀ ਗੁਰਪ੍ਰੀਤ ਸਿੰਘ ਵਾਸੀ ਮੋਗਾ ਨੇ ਆਪਣਾ ਨਾਮ ਅਮਨਦੀਪ ਕੌਰ ਸੰਧੂ ਰੱਖ ਲਿਆ ਹੈ।	[1161, 486, 1347, 533]
badge-logo: ਪੰਜਾਬ ਟਾਇਮਜ਼	[16, 1914, 89, 1931]
news-photo	[16, 1016, 319, 1218]
notice-title: PUBLIC NOTICE	[643, 988, 955, 1014]
classified-item: ਮੈਂ ਪ੍ਰੀਤਮ ਸਿੰਘ ਪੁੱਤਰ ਹਜ਼ਾਰਾ ਸਿੰਘ ਵਾਸੀ ਪਿੰਡ ਢੁੱਡੀਕੇ ਆਪਣੇ ਪੁੱਤਰ ਅਤੇ ਨੂੰਹ ਨੂੰ ਆਪਣੀ ਜਾਇਦਾਦ ਤੋਂ ਬੇਦਖ਼ਲ ਕਰਦਾ ਹਾਂ।	[1354, 639, 1540, 685]
section-title: ਪੀ.ਟੀ. ਪਲੱਸ	[747, 23, 1043, 75]
article-body: ਭਾਰਤ ਵਿਕਾਸ ਪ੍ਰੀਸ਼ਦ ਦੀ ਛੇਹਰਟਾ ਸ਼ਾਖਾ ਵੱਲੋਂ ਸਾਲ 2026-27 ਲਈ ਨਵੀਂ ਟੀਮ ਦਾ ਐਲਾਨ ਕੀਤਾ ਗਿਆ। ਮੈਡਮ ਜਨਕ ਜੋਸ਼ੀ ਨੂੰ ਪ੍ਰਧਾਨ, ਮੈਡਮ ਡੌਲੀ ਭਾਟੀਆ ਨੂੰ ਸਕੱਤਰ ਅਤੇ ਨੀਰੂ ਭਾਟੀਆ ਨੂੰ ਕੈਸ਼ੀਅਰ ਚੁਣਿਆ ਗਿਆ। ਇਸ ਮੌਕੇ ਸਮੂਹ ਮੈਂਬਰਾਂ ਨੇ ਨਵੀਂ ਟੀਮ ਨੂੰ ਵਧਾਈ ਦਿੱਤੀ।	[328, 1385, 630, 1450]
classified-item: ਮੈਂ ਬਲਵਿੰਦਰ ਕੌਰ ਪਤਨੀ ਮੇਜਰ ਸਿੰਘ ਵਾਸੀ ਪਿੰਡ ਰਾਊਕੇ ਕਲਾਂ ਆਪਣੇ ਪੁੱਤਰ ਨੂੰ ਆਪਣੀ ਜਾਇਦਾਦ ਤੋਂ ਬੇਦਖ਼ਲ ਕਰਦੀ ਹਾਂ।	[1354, 587, 1540, 634]
classified-item: I Ramesh Kumar Chawla Son of Dharam Chand Resident of # 116 Vikas Vihar Phase - 2 Near Markfed Office Ferozepur City have changed my name to Ramesh Kumar.	[968, 382, 1155, 454]
classified-item: ਮੈਂ ਗੁਰਮੇਲ ਸਿੰਘ ਪੁੱਤਰ ਬੰਤਾ ਸਿੰਘ ਵਾਸੀ ਪਿੰਡ ਦੌਲਤਪੁਰਾ ਆਪਣੇ ਪੁੱਤਰ ਨੂੰ ਉਸ ਦੀਆਂ ਮਾੜੀਆਂ ਆਦਤਾਂ ਕਾਰਨ ਆਪਣੀ ਜਾਇਦਾਦ ਤੋਂ ਬੇਦਖ਼ਲ ਕਰਦਾ ਹਾਂ।	[1354, 242, 1540, 301]
section-badge	[641, 1769, 755, 1786]
notice-body: ਮੈਂ ਅਜੈਬ ਸਿੰਘ ਪੁੱਤਰ ਕਰਤਾਰ ਸਿੰਘ ਵਾਸੀ ਪਿੰਡ ਅਤੇ ਡਾਕਖਾਨਾ ਸਾਦਿਕ ਜਿਲ੍ਹਾ ਫਰੀਦਕੋਟ ਨੇ ਆਪਣੇ ਪੁੱਤਰ ਨੂੰ ਬੇਦਖ਼ਲ ਕਰਨ ਦਾ ਦਿੱਤਾ ਇਸ਼ਤਿਹਾਰ ਰੱਦ ਕਰਦਾ ਹਾਂ। ਹੁਣ ਉਸ ਨਾਲ ਮੇਰਾ ਪਹਿਲਾਂ ਵਾਂਗ ਸਬੰਧ ਹੈ।	[649, 609, 789, 695]
article-kicker: 99.6 ਅੰਕ ਹਾਸਲ ਕਰਨ ਵਾਲੇ ਦੇਵਾਂਸ਼ ਅਰੋੜਾ ਤੇ ਹੋਰਨਾਂ ਵਿਦਿਆਰਥੀਆਂ ਦਾ ਕਰਵਾਇਆ 'ਮੂੰਹ ਮਿੱਠਾ'	[16, 607, 581, 626]
classified-item: ਮੈਂ ਦਰਸ਼ਨ ਸਿੰਘ ਪੁੱਤਰ ਕਰਮ ਸਿੰਘ ਵਾਸੀ ਪਿੰਡ ਮਾਣੂੰਕੇ ਆਪਣੇ ਪੁੱਤਰ ਨੂੰ ਬੇਦਖ਼ਲ ਕਰਦਾ ਹਾਂ। ਉਸ ਨਾਲ ਕੋਈ ਲੈਣ-ਦੇਣ ਕਰੇਗਾ ਤਾਂ ਉਹ ਖੁਦ ਜ਼ਿੰਮੇਵਾਰ ਹੋਵੇਗਾ।	[1354, 524, 1540, 583]
masthead-bar	[249, 23, 747, 75]
classified-item: ਮੈਂ ਨਸੀਬ ਕੌਰ ਪਤਨੀ ਸਵ. ਗੁਰਨਾਮ ਸਿੰਘ ਵਾਸੀ ਪਿੰਡ ਲੰਡੇ ਆਪਣੇ ਪੋਤਰੇ ਨੂੰ ਆਪਣੀ ਜਾਇਦਾਦ ਤੋਂ ਬੇਦਖ਼ਲ ਕਰਦੀ ਹਾਂ।	[1354, 472, 1540, 519]
public-notice	[641, 207, 957, 334]
photo-icon: ▣	[150, 476, 161, 489]
news-photo	[641, 1625, 957, 1765]
masthead-tagline: ਸਚ ਦਾ ਅਖਬਾਰ	[26, 28, 78, 38]
notices-column	[641, 87, 957, 2359]
classified-column	[1161, 149, 1347, 1088]
badge-logo: ਪੰਜਾਬ ਟਾਇਮਜ਼	[16, 499, 89, 517]
school-name: GLOBAL PUBLIC SCHOOL	[670, 1373, 928, 1397]
notice-body: ਮੈਂ ਹਰਬੰਸ ਕੌਰ ਪਤਨੀ ਸਵ. ਅਜਮੇਰ ਸਿੰਘ ਵਾਸੀ ਪਿੰਡ ਬਾਜਾਖਾਨਾ ਆਪਣੇ ਪੁੱਤਰ ਨੂੰ ਆਪਣੀ ਜਾਇਦਾਦ ਤੋਂ ਬੇਦਖ਼ਲ ਕਰਦੀ ਹਾਂ। ਉਸ ਨਾਲ ਕੋਈ ਵੀ ਲੈਣ ਦੇਣ ਕਰੇਗਾ ਤਾਂ ਉਹ ਆਪ ਜ਼ਿੰਮੇਵਾਰ ਹੋਵੇਗਾ।	[809, 784, 949, 870]
badge-logo: ਪੰਜਾਬ ਟਾਇਮਜ਼	[16, 892, 89, 909]
classified-item: I, Gurjant Singh S/O Paramjit Singh R/O Patti Guria Vpo. Daudhar Sharki, Distrct Moga Have Changed My Name To Gurjant Singh Sheirgil.	[968, 458, 1155, 517]
notice-title: ਪਬਲਿਕ ਨੋਟਿਸ	[969, 1098, 1539, 1123]
classified-item: ਮੈਂ ਸੁਖਪਾਲ ਸਿੰਘ ਪੁੱਤਰ ਗੁਰਦਿਆਲ ਸਿੰਘ ਵਾਸੀ ਪਿੰਡ ਬੱਧਨੀ ਕਲਾਂ ਆਪਣੇ ਪੁੱਤਰ ਨੂੰ ਬੇਦਖ਼ਲ ਕਰਦਾ ਹਾਂ।	[1354, 690, 1540, 724]
classified-heading: CHANGE OF NAME	[968, 149, 1155, 174]
news-column	[16, 87, 630, 2359]
badge-tag: ਵਿਸ਼ੇਸ਼	[93, 892, 130, 909]
classified-item: ਮੈਂ ਕੁਲਦੀਪ ਕੌਰ ਪਤਨੀ ਨਿਰਮਲ ਸਿੰਘ ਵਾਸੀ ਪਿੰਡ ਬੁੱਘੀਪੁਰਾ ਨੇ ਆਪਣੀ ਬੇਟੀ ਦਾ ਨਾਮ ਬਦਲ ਲਿਆ ਹੈ।	[1161, 589, 1347, 623]
classified-item: ਮੈਂ ਮਨਜੀਤ ਕੌਰ ਵਿਧਵਾ ਪਤਨੀ ਸਵ. ਜਰਨੈਲ ਸਿੰਘ ਵਾਸੀ ਪਿੰਡ ਸੰਘੇੜਾ ਆਪਣੇ ਪੁੱਤਰ ਅਤੇ ਨੂੰਹ ਨੂੰ ਆਪਣੀ ਚੱਲ-ਅਚੱਲ ਜਾਇਦਾਦ ਤੋਂ ਬੇਦਖ਼ਲ ਕਰਦੀ ਹਾਂ। ਉਨ੍ਹਾਂ ਨਾਲ ਲੈਣ-ਦੇਣ ਕਰਨ ਵਾਲਾ ਖੁਦ ਜ਼ਿੰਮੇਵਾਰ ਹੋਵੇਗਾ।	[1354, 178, 1540, 237]
school-affiliation: Affiliated to C.B.S.E. Vide Code No. 1630498	[685, 1397, 913, 1410]
notice-body: ਹੇਠ ਲਿਖੇ ਪ੍ਰਤੀਵਾਦੀਆਂ ਨੂੰ ਸੂਚਿਤ ਕੀਤਾ ਜਾਂਦਾ ਹੈ ਕਿ ਖਸਰਾ ਨੰਬਰਾਂ ਦੀ ਤਕਸੀਮ ਸਬੰਧੀ ਦਾਇਰ ਕੇਸ ਵਿੱਚ ਉਨ੍ਹਾਂ ਦੀ ਹਾਜ਼ਰੀ ਜ਼ਰੂਰੀ ਹੈ। 1. ਗੁਰਮੇਲ ਸਿੰਘ ਪੁੱਤਰ ਕਰਨੈਲ ਸਿੰਘ, 2. ਬਲਦੇਵ ਸਿੰਘ ਪੁੱਤਰ ਕਰਨੈਲ ਸਿੰਘ, 3. ਜਸਵੀਰ ਕੌਰ ਪੁੱਤਰੀ ਕਰਨੈਲ ਸਿੰਘ, 4. ਹਰਜਿੰਦਰ ਸਿੰਘ ਪੁੱਤਰ ਗੁਰਮੇਲ ਸਿੰਘ, 5. ਸੁਖਜਿੰਦਰ ਸਿੰਘ ਪੁੱਤਰ ਬਲਦੇਵ ਸਿੰਘ, 6. ਮਨਜੀਤ ਕੌਰ ਪਤਨੀ ਜਸਵੰਤ ਸਿੰਘ, 7. ਅਮਰਜੀਤ ਸਿੰਘ ਪੁੱਤਰ ਬਚਨ ਸਿੰਘ, 8. ਕੁਲਵੰਤ ਸਿੰਘ ਪੁੱਤਰ ਬਚਨ ਸਿੰਘ, 9. ਜਗਸੀਰ ਸਿੰਘ ਪੁੱਤਰ ਮੁਖ਼ਤਿਆਰ ਸਿੰਘ, 10. ਪਰਮਜੀਤ ਕੌਰ ਪਤਨੀ ਅਮਰੀਕ ਸਿੰਘ ਵਾਸੀਆਨ ਪਿੰਡ ਕਿਲ੍ਹਾ ਨੌ ਤਹਿਸੀਲ ਤੇ ਜ਼ਿਲ੍ਹਾ ਫਰੀਦਕੋਟ। ਖੇਵਟ ਨੰਬਰ 12/14, ਖਤੌਨੀ ਨੰਬਰ 18/21, ਖਸਰਾ ਨੰਬਰ 45//7, 8, 13, 14, 17/1, 18, 23, 24 ਦੀ ਤਕਸੀਮ ਕੀਤੀ ਜਾਣੀ ਹੈ। ਇਸ ਕੇਸ ਦੀ ਅਗਲੀ ਤਾਰੀਖ਼ ਪੇਸ਼ੀ 30-04-2026 ਨਿਸ਼ਚਿਤ ਕੀਤੀ ਗਈ ਹੈ। ਜੇਕਰ ਕਿਸੇ ਨੂੰ ਕੋਈ ਇਤਰਾਜ਼ ਹੋਵੇ ਤਾਂ ਉਹ ਨਿਸ਼ਚਿਤ ਤਾਰੀਖ਼ ਨੂੰ ਅਦਾਲਤ ਵਿੱਚ ਹਾਜ਼ਰ ਹੋ ਕੇ ਆਪਣਾ ਪੱਖ ਪੇਸ਼ ਕਰ ਸਕਦਾ ਹੈ। ਹਾਜ਼ਰ ਨਾ ਹੋਣ ਦੀ ਸੂਰਤ ਵਿੱਚ ਇਕਤਰਫ਼ਾ ਕਾਰਵਾਈ ਅਮਲ ਵਿੱਚ ਲਿਆਂਦੀ ਜਾਵੇਗੀ। 11. ਗੁਰਦੀਪ ਸਿੰਘ ਪੁੱਤਰ ਹਰਨਾਮ ਸਿੰਘ, 12. ਜਸਵਿੰਦਰ ਕੌਰ ਪਤਨੀ ਦਰਸ਼ਨ ਸਿੰਘ, 13. ਸੁਰਜੀਤ ਸਿੰਘ ਪੁੱਤਰ ਮੇਹਰ ਸਿੰਘ, 14. ਰਣਜੀਤ ਸਿੰਘ ਪੁੱਤਰ ਮੇਹਰ ਸਿੰਘ, 15. ਬਲਜੀਤ ਕੌਰ ਪਤਨੀ ਨਾਇਬ ਸਿੰਘ, 16. ਰਾਜਵਿੰਦਰ ਸਿੰਘ ਪੁੱਤਰ ਨਾਇਬ ਸਿੰਘ, 17. ਸਤਨਾਮ ਸਿੰਘ ਪੁੱਤਰ ਜੋਗਿੰਦਰ ਸਿੰਘ, 18. ਹਰਪ੍ਰੀਤ ਕੌਰ ਪੁੱਤਰੀ ਜੋਗਿੰਦਰ ਸਿੰਘ, 19. ਕਰਮਜੀਤ ਸਿੰਘ ਪੁੱਤਰ ਗੁਰਬਖ਼ਸ਼ ਸਿੰਘ, 20. ਸੁਖਵਿੰਦਰ ਕੌਰ ਪਤਨੀ ਗੁਰਬਖ਼ਸ਼ ਸਿੰਘ ਵਾਸੀਆਨ ਪਿੰਡ ਕਿਲ੍ਹਾ ਨੌ। ਖੇਵਟ ਨੰਬਰ 237 ਖਤੌਨੀ ਨੰਬਰ 356, 357, 358, 359, 360, 361, 362 ਵਿੱਚ ਦਰਜ ਜ਼ਮੀਨ ਦੀ ਤਕਸੀਮ ਸਬੰਧੀ ਵੀ ਇਸੇ ਤਾਰੀਖ਼ ਨੂੰ ਸੁਣਵਾਈ ਹੋਵੇਗੀ। ਸਮੂਹ ਹਿੱਸੇਦਾਰਾਂ ਨੂੰ ਹਦਾਇਤ ਕੀਤੀ ਜਾਂਦੀ ਹੈ ਕਿ ਉਹ ਆਪਣੇ ਦਸਤਾਵੇਜ਼ਾਂ ਸਮੇਤ ਹਾਜ਼ਰ ਹੋਣ। ਇਹ ਇਸ਼ਤਿਹਾਰ ਅੱਜ ਮਿਤੀ 15-04-2026 ਨੂੰ ਮੇਰੇ ਦਸਤਖ਼ਤਾਂ ਅਤੇ ਅਦਾਲਤ ਦੀ ਮੋਹਰ ਹੇਠ ਜਾਰੀ ਕੀਤਾ ਗਿਆ।	[976, 1144, 1533, 1309]
badge-tag: ਵਿਸ਼ੇਸ਼	[93, 499, 130, 517]
vacancy-label: TEACHERS REQUIRED	[727, 1438, 871, 1454]
small-notice	[641, 710, 797, 863]
news-photo	[16, 168, 296, 495]
classified-item: I Tega Singh S/O Harbhajan Singh R/O Ward No-26 Hargobind Nagar Bohana Chowk Moga Pin. 142001 Have Changed My Name To Tega Singh Jassal.	[968, 662, 1155, 721]
classified-item: I Jaswinder Singh S/o ISHER SINGH R/o vpo Balawal distt. Amritsar declare that I have changed my name Jaswinder is my given name and SINGH is my Surname.	[1161, 937, 1347, 996]
notice-title: ਪਬਲਿਕ ਨੋਟਿਸ	[643, 343, 955, 369]
registration-mark: C M Y K	[31, 5, 72, 16]
classified-item: I Kulwinder Singh S/O Jalour Singh R/O Vill. Chupkiti Distt. Moga Have Changed My Name Kulwinder Singh Dhaliwal To Kulwinder Singh.	[968, 726, 1155, 785]
classified-column	[968, 149, 1155, 1088]
registration-mark: C K	[1507, 2364, 1525, 2375]
classifieds-column	[968, 87, 1540, 2359]
registration-mark: C M Y K	[1484, 5, 1525, 16]
notice-title: ਨਾਮ ਵੈਰੀਫਿਕੇਸ਼ਨ	[643, 872, 795, 894]
article-dateline: ਲੁਧਿਆਣਾ, 17 ਅਪ੍ਰੈਲ ( ਸਚਦਾਲ ਅਰੋੜਾ ) ਲੁਧਿਆਣਾ ਕਮਿਸ਼ਨਰੇਟ ਪੁਲਿਸ ਨੇ ਸ਼ੁਕਰਵਾਰ ਨੂੰ ਜ਼ਬਤ ਕੀਤੇ ਗਏ ਨਸ਼ੀਲੇ ਪਦਾਰਥਾਂ ਦਾ ਵੱਡਾ ਢੇਰ ਨਿਪਟਾਰਾ ਕੀਤਾ।	[305, 170, 630, 218]
interview-date: Walk in interview on 23 April 2026 at 10:30 am.	[679, 1499, 919, 1512]
notice-body: I, Smt. Daljit Kaur, wife of S. Jasbir Singh, resident of House No. 9, Village Wadala, P.O. Wadala, District Jalandhar, Punjab, and also residing at 9A Fra Street, Dudley, West Midlands, DY2 7DN, England, do hereby give public notice that my son S. Gurcharan Singh, having proved himself wholly unworthy by indulging in bad habits, contracting reckless debts, behaving disgracefully towards me, and causing repeated threats causing the apprehension of harm and severe mental distress, is hereby disinherited from all my movable and immovable properties, bank deposits, savings, and assets, present and future. He shall have no right, title, or claim of any nature therein, and I shall not be responsible for any debt or liability incurred by him.	[649, 1215, 949, 1350]
photo-icon: ▣	[162, 1891, 173, 1903]
classified-item: I Dharampal S/o Hans Raj R/o Street No.1, Dashmesh Nagar Faridkot have changed my name to Dharmpal.	[968, 178, 1155, 225]
classified-heading: ਬੇਦਖਲੀ ਰੱਦ	[1161, 1001, 1347, 1025]
article-dateline: ਸ੍ਰੀ ਅੰਮ੍ਰਿਤਸਰ ਸਾਹਿਬ, 17 ਅਪ੍ਰੈਲ, (ਦਵਾਰਕਾ ਨਾਥ ਰਾਣਾ)	[328, 1363, 594, 1377]
vacancy-details: Global Public School Ranga, Tehsil Mukerian, Distt. Hoshiarpur, requires PGT's & TGT's English, Physics, Chemistry, Math's & Clerk. Good Salary for the experienced candidates.	[656, 1458, 942, 1498]
